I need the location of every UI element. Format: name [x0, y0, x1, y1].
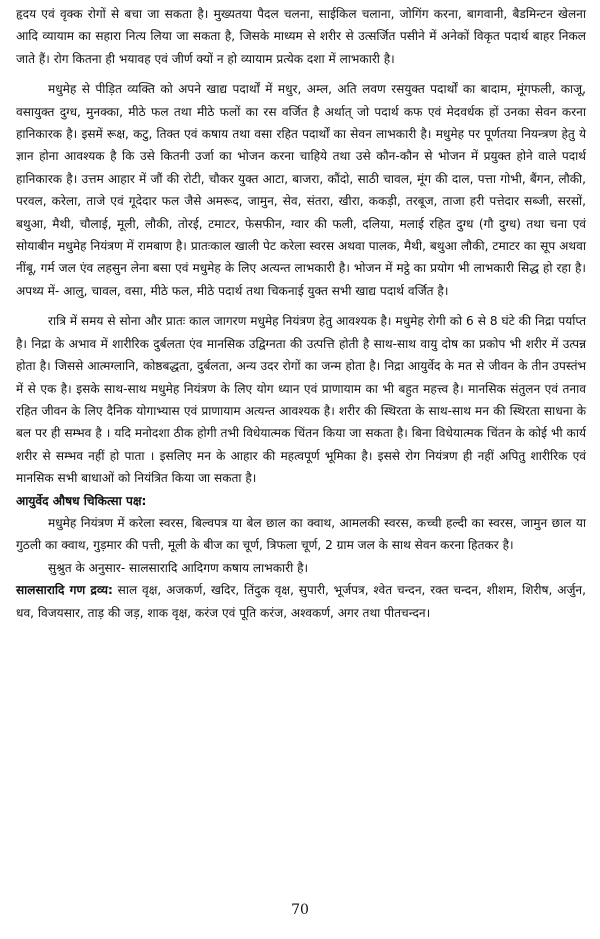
section-heading: आयुर्वेद औषध चिकित्सा पक्ष:: [16, 493, 147, 508]
page-number: 70: [291, 902, 309, 918]
paragraph-diet: मधुमेह से पीड़ित व्यक्ति को अपने खाद्य पदार्थों में मधुर, अम्ल, अति लवण रसयुक्त पदार्थों का बादाम, मूंगफली, काजू, वसायुक्त दुग्ध, मुनक्का, मीठे फल तथा मीठे फलों का रस वर्जित है अर्थात् जो पदार्थ कफ एवं मेदवर्धक हों उनका सेवन करना हानिकारक है। इसमें रूक्ष, कटु, तिक्त एवं कषाय तथा वसा रहित पदार्थों का सेवन लाभकारी है। मधुमेह पर पूर्णतया नियन्त्रण हेतु ये ज्ञान होना आवश्यक है कि उसे कितनी उर्जा का भोजन करना चाहिये तथा उसे कौन-कौन से भोजन में प्रयुक्त होने वाले पदार्थ हानिकारक है। उत्तम आहार में जौं की रोटी, चौकर युक्त आटा, बाजरा, कौंदो, साठी चावल, मूंग की दाल, पत्ता गोभी, बैंगन, लौकी, परवल, करेला, ताजे एवं गूदेदार फल जैसे अमरूद, जामुन, सेव, संतरा, खीरा, ककड़ी, तरबूज, ताजा हरी पत्तेदार सब्जी, सरसों, बथुआ, मैथी, चौलाई, मूली, लौकी, तोरई, टमाटर, फेसफीन, ग्वार की फली, दलिया, मलाई रहित दुग्ध (गौ दुग्ध) तथा चना एवं सोयाबीन मधुमेह नियंत्रण में रामबाण है। प्रातःकाल खाली पेट करेला स्वरस अथवा पालक, मैथी, बथुआ लौकी, टमाटर का सूप अथवा नींबू, गर्म जल एंव लहसुन लेना बसा एवं मधुमेह के लिए अत्यन्त लाभकारी है। भोजन में मट्ठे का प्रयोग भी लाभकारी सिद्ध हो रहा है। अपथ्य में- आलु, चावल, वसा, मीठे फल, मीठे पदार्थ तथा चिकनाई युक्त सभी खाद्य पदार्थ वर्जित है।: [16, 82, 586, 298]
salsaradi-items: साल वृक्ष, अजकर्ण, खदिर, तिंदुक वृक्ष, सुपारी, भूर्जपत्र, श्वेत चन्दन, रक्त चन्दन, शीशम, शिरीष, अर्जुन, धव, विजयसार, ताड़ की जड़, शाक वृक्ष, करंज एवं पूति करंज, अश्वकर्ण, अगर तथा पीतचन्दन।: [16, 583, 586, 620]
paragraph-sushruta: सुश्रुत के अनुसार- सालसारादि आदिगण कषाय लाभकारी है।: [48, 560, 309, 575]
paragraph-exercise: हृदय एवं वृक्क रोगों से बचा जा सकता है। मुख्यतया पैदल चलना, साईकिल चलाना, जोगिंग करना, बागवानी, बैडमिन्टन खेलना आदि व्यायाम का सहारा नित्य लिया जा सकता है, जिसके माध्यम से शरीर से उत्सर्जित पसीने में अनेकों विकृत पदार्थ बाहर निकल जाते हैं। रोग कितना ही भयावह एवं जीर्ण क्यों न हो व्यायाम प्रत्येक दशा में लाभकारी है।: [16, 7, 586, 66]
paragraph-sleep-yoga: रात्रि में समय से सोना और प्रातः काल जागरण मधुमेह नियंत्रण हेतु आवश्यक है। मधुमेह रोगी को 6 से 8 घंटे की निद्रा पर्याप्त है। निद्रा के अभाव में शारीरिक दुर्बलता एंव मानसिक उद्विग्नता की उत्पत्ति होती है साथ-साथ वायु दोष का प्रकोप भी शरीर में उत्पन्न होता है। जिससे आत्मग्लानि, कोष्ठबद्धता, दुर्बलता, अन्य उदर रोगों का जन्म होता है। निद्रा आयुर्वेद के मत से जीवन के तीन उपस्तंभ में से एक है। इसके साथ-साथ मधुमेह नियंत्रण के लिए योग ध्यान एवं प्राणायाम का भी बहुत महत्त्व है। मानसिक संतुलन एवं तनाव रहित जीवन के लिए दैनिक योगाभ्यास एवं प्राणायाम अत्यन्त आवश्यक है। शरीर की स्थिरता के साथ-साथ मन की स्थिरता साधना के बल पर ही सम्भव है । यदि मनोदशा ठीक होगी तभी विधेयात्मक चिंतन किया जा सकता है। बिना विधेयात्मक चिंतन के कोई भी कार्य शरीर से सम्भव नहीं हो पाता । इसलिए मन के आहार की महत्वपूर्ण भूमिका है। इससे रोग नियंत्रण ही नहीं अपितु शारीरिक एवं मानसिक सभी बाधाओं को नियंत्रित किया जा सकता है।: [16, 314, 586, 486]
page-body: [16, 3, 586, 624]
salsaradi-label: सालसारादि गण द्रव्य:: [16, 583, 113, 598]
paragraph-herbal-remedies: मधुमेह नियंत्रण में करेला स्वरस, बिल्वपत्र या बेल छाल का क्वाथ, आमलकी स्वरस, कच्ची हल्दी का स्वरस, जामुन छाल या गुठली का क्वाथ, गुड़मार की पत्ती, मूली के बीज का चूर्ण, त्रिफला चूर्ण, 2 ग्राम जल के साथ सेवन करना हितकर है।: [16, 515, 586, 553]
paragraph-salsaradi-gana: [16, 579, 586, 624]
